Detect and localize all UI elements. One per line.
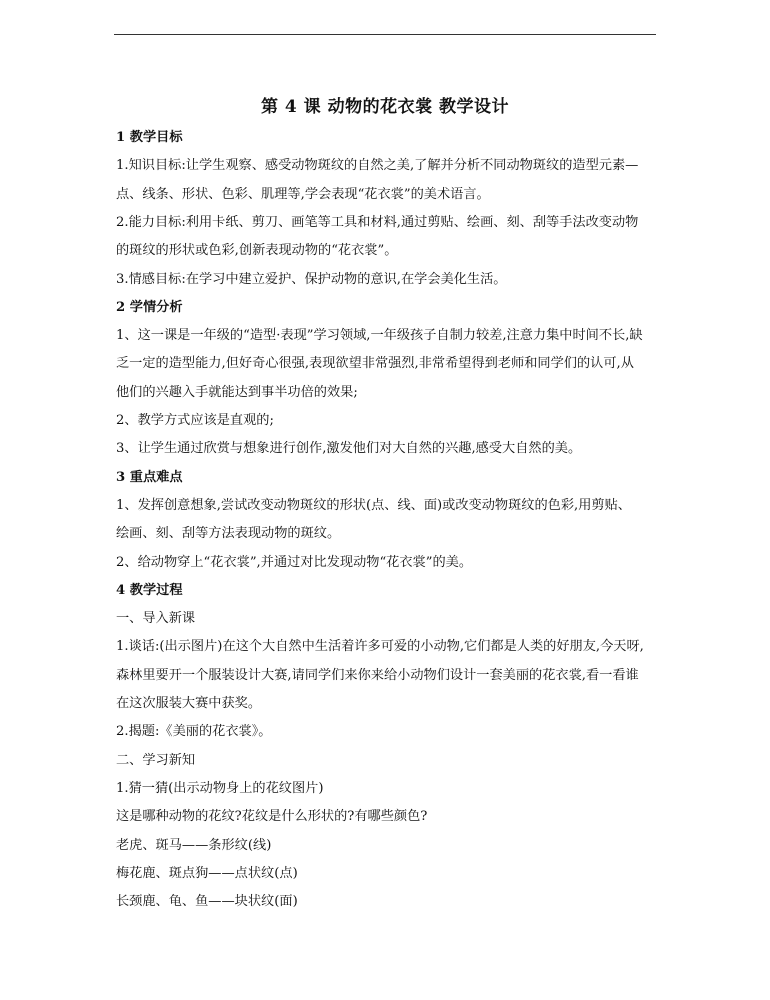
section-heading: 2 学情分析 xyxy=(116,300,183,315)
section-heading: 3 重点难点 xyxy=(116,470,183,485)
section-heading: 4 教学过程 xyxy=(116,583,183,598)
body-text-line: 的斑纹的形状或色彩,创新表现动物的“花衣裳”。 xyxy=(116,243,398,258)
body-text-line: 1.谈话:(出示图片)在这个大自然中生活着许多可爱的小动物,它们都是人类的好朋友,今天呀, xyxy=(116,639,644,654)
body-text-line: 这是哪种动物的花纹?花纹是什么形状的?有哪些颜色? xyxy=(116,809,428,824)
body-text-line: 梅花鹿、斑点狗——点状纹(点) xyxy=(116,866,298,881)
body-text-line: 3、让学生通过欣赏与想象进行创作,激发他们对大自然的兴趣,感受大自然的美。 xyxy=(116,441,582,456)
body-text-line: 一、导入新课 xyxy=(116,611,196,626)
body-text-line: 二、学习新知 xyxy=(116,753,196,768)
body-text-line: 乏一定的造型能力,但好奇心很强,表现欲望非常强烈,非常希望得到老师和同学们的认可,从 xyxy=(116,356,634,371)
body-text-line: 长颈鹿、龟、鱼——块状纹(面) xyxy=(116,894,298,909)
body-text-line: 2.能力目标:利用卡纸、剪刀、画笔等工具和材料,通过剪贴、绘画、刻、刮等手法改变动物 xyxy=(116,215,639,230)
body-text-line: 老虎、斑马——条形纹(线) xyxy=(116,838,272,853)
body-text-line: 3.情感目标:在学习中建立爱护、保护动物的意识,在学会美化生活。 xyxy=(116,272,507,287)
body-text-line: 绘画、刻、刮等方法表现动物的斑纹。 xyxy=(116,526,341,541)
body-text-line: 2、给动物穿上“花衣裳”,并通过对比发现动物“花衣裳”的美。 xyxy=(116,555,473,570)
document-title: 第 4 课 动物的花衣裳 教学设计 xyxy=(260,97,509,117)
body-text-line: 在这次服装大赛中获奖。 xyxy=(116,696,262,711)
body-text-line: 2.揭题:《美丽的花衣裳》。 xyxy=(116,724,272,739)
body-text-line: 他们的兴趣入手就能达到事半功倍的效果; xyxy=(116,385,358,400)
section-heading: 1 教学目标 xyxy=(116,130,183,145)
body-text-line: 1、发挥创意想象,尝试改变动物斑纹的形状(点、线、面)或改变动物斑纹的色彩,用剪贴、 xyxy=(116,498,631,513)
body-text-line: 1.猜一猜(出示动物身上的花纹图片) xyxy=(116,781,324,796)
body-text-line: 点、线条、形状、色彩、肌理等,学会表现“花衣裳”的美术语言。 xyxy=(116,187,490,202)
body-text-line: 2、教学方式应该是直观的; xyxy=(116,413,274,428)
body-text-line: 1、这一课是一年级的“造型·表现”学习领域,一年级孩子自制力较差,注意力集中时间不长,缺 xyxy=(116,328,643,343)
body-text-line: 森林里要开一个服装设计大赛,请同学们来你来给小动物们设计一套美丽的花衣裳,看一看谁 xyxy=(116,668,639,683)
body-text-line: 1.知识目标:让学生观察、感受动物斑纹的自然之美,了解并分析不同动物斑纹的造型元素— xyxy=(116,158,639,173)
header-rule xyxy=(114,34,656,35)
